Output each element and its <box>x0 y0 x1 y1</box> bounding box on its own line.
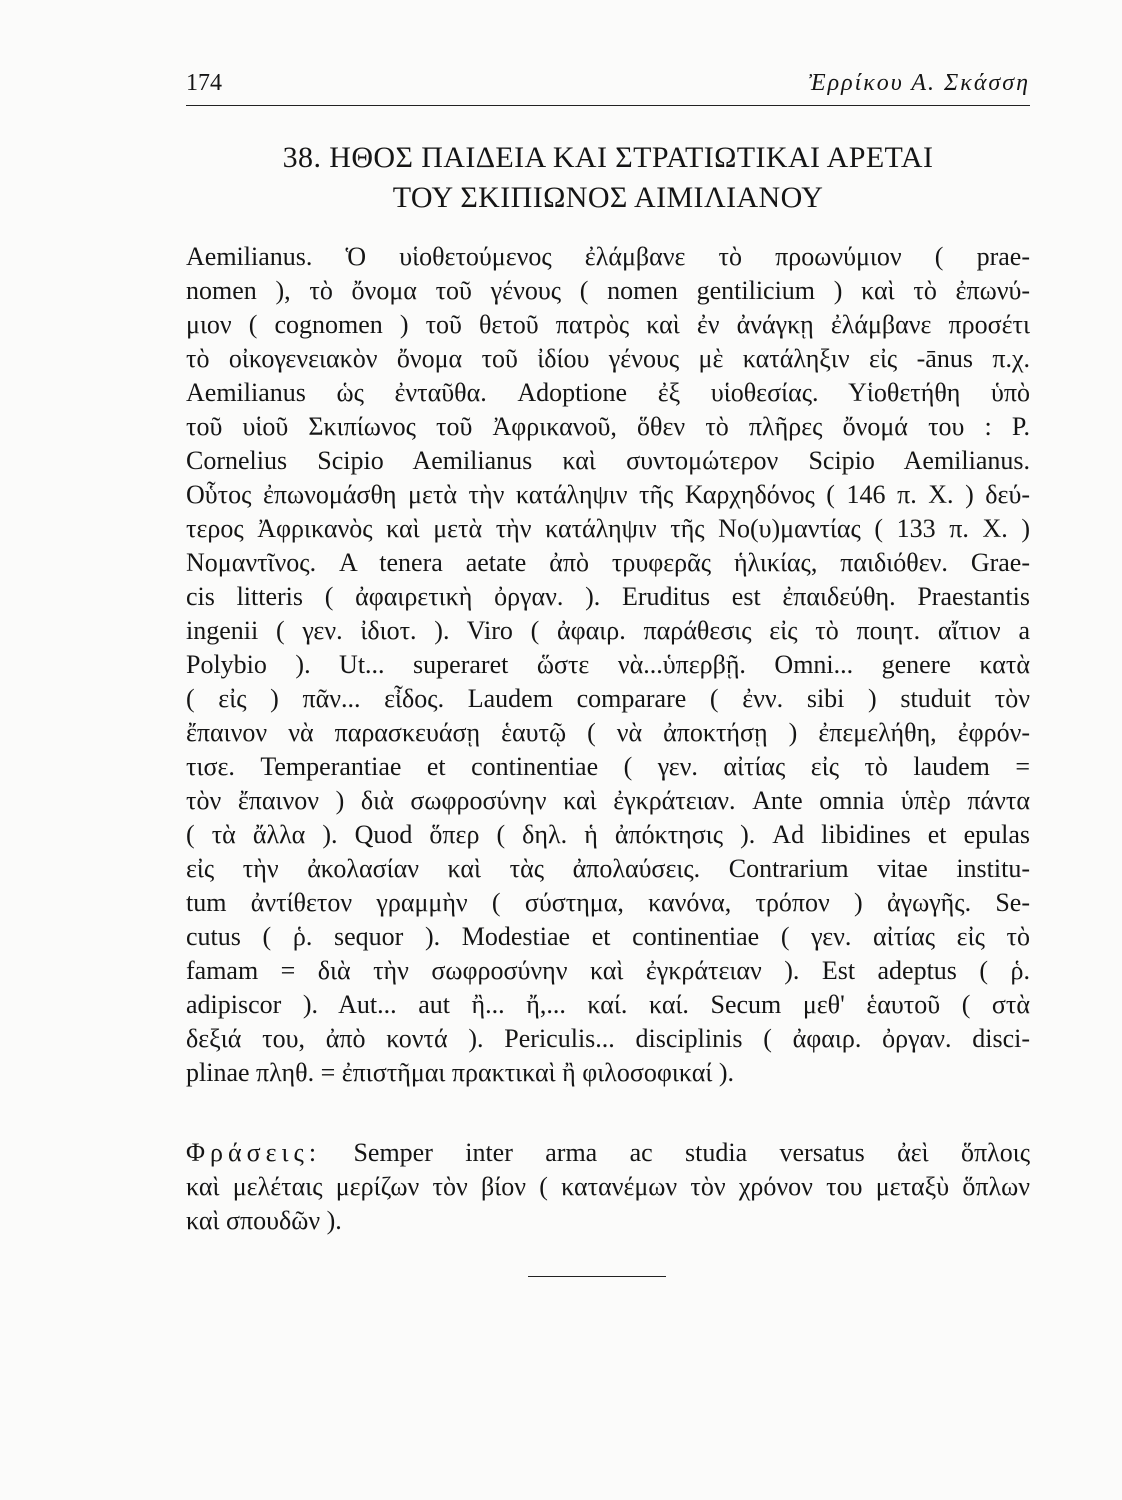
commentary-paragraph <box>186 240 1030 1090</box>
text-line: τὸν ἔπαινον ) διὰ σωφροσύνην καὶ ἐγκράτειαν. Ante omnia ὑπὲρ πάντα <box>186 786 1030 815</box>
text-line: Aemilianus ὡς ἐνταῦθα. Adoptione ἐξ υἱοθεσίας. Υἱοθετήθη ὑπὸ <box>186 378 1030 407</box>
text-line: plinae πληθ. = ἐπιστῆμαι πρακτικαὶ ἢ φιλοσοφικαί ). <box>186 1058 735 1087</box>
text-line: cis litteris ( ἀφαιρετικὴ ὀργαν. ). Eruditus est ἐπαιδεύθη. Praestantis <box>186 582 1030 611</box>
text-line: ingenii ( γεν. ἰδιοτ. ). Viro ( ἀφαιρ. παράθεσις εἰς τὸ ποιητ. αἴτιον a <box>186 616 1030 645</box>
chapter-title <box>186 138 1030 218</box>
running-head-author: Ἐρρίκου Α. Σκάσση <box>808 70 1030 96</box>
text-line: ἔπαινον νὰ παρασκευάσῃ ἑαυτῷ ( νὰ ἀποκτήσῃ ) ἐπεμελήθη, ἐφρόν- <box>186 718 1030 747</box>
text-line: cutus ( ῥ. sequor ). Modestiae et continentiae ( γεν. αἰτίας εἰς τὸ <box>186 922 1030 951</box>
text-line: Οὗτος ἐπωνομάσθη μετὰ τὴν κατάληψιν τῆς Καρχηδόνος ( 146 π. Χ. ) δεύ- <box>186 480 1030 509</box>
chapter-title-line-1: 38. ΗΘΟΣ ΠΑΙΔΕΙΑ ΚΑΙ ΣΤΡΑΤΙΩΤΙΚΑΙ ΑΡΕΤΑΙ <box>282 141 934 174</box>
text-line: Aemilianus. Ὁ υἱοθετούμενος ἐλάμβανε τὸ προωνύμιον ( prae- <box>186 242 1030 271</box>
text-line: Cornelius Scipio Aemilianus καὶ συντομώτερον Scipio Aemilianus. <box>186 446 1030 475</box>
text-line: famam = διὰ τὴν σωφροσύνην καὶ ἐγκράτειαν ). Est adeptus ( ῥ. <box>186 956 1030 985</box>
text-line: εἰς τὴν ἀκολασίαν καὶ τὰς ἀπολαύσεις. Contrarium vitae institu- <box>186 854 1030 883</box>
phrases-text: Semper inter arma ac studia versatus ἀεὶ ὅπλοις <box>353 1138 1030 1167</box>
text-line: καὶ μελέταις μερίζων τὸν βίον ( κατανέμων τὸν χρόνον του μεταξὺ ὅπλων <box>186 1172 1030 1201</box>
page-number: 174 <box>186 70 222 96</box>
text-line: ( τὰ ἄλλα ). Quod ὅπερ ( δηλ. ἡ ἀπόκτησις ). Ad libidines et epulas <box>186 820 1030 849</box>
text-line: τοῦ υἱοῦ Σκιπίωνος τοῦ Ἀφρικανοῦ, ὅθεν τὸ πλῆρες ὄνομά του : P. <box>186 412 1030 441</box>
text-line: Νομαντῖνος. A tenera aetate ἀπὸ τρυφερᾶς ἡλικίας, παιδιόθεν. Grae- <box>186 548 1030 577</box>
text-line: ( εἰς ) πᾶν... εἶδος. Laudem comparare ( ἐνν. sibi ) studuit τὸν <box>186 684 1030 713</box>
text-line: Polybio ). Ut... superaret ὥστε νὰ...ὑπερβῇ. Omni... genere κατὰ <box>186 650 1030 679</box>
text-line: nomen ), τὸ ὄνομα τοῦ γένους ( nomen gentilicium ) καὶ τὸ ἐπωνύ- <box>186 276 1030 305</box>
chapter-title-line-2: ΤΟΥ ΣΚΙΠΙΩΝΟΣ ΑΙΜΙΛΙΑΝΟΥ <box>392 181 824 214</box>
text-line: δεξιά του, ἀπὸ κοντά ). Periculis... disciplinis ( ἀφαιρ. ὀργαν. disci- <box>186 1024 1030 1053</box>
phrases-label: Φράσεις: <box>186 1138 322 1167</box>
phrases-paragraph <box>186 1136 1030 1238</box>
section-end-rule <box>528 1276 666 1277</box>
text-line: τὸ οἰκογενειακὸν ὄνομα τοῦ ἰδίου γένους μὲ κατάληξιν εἰς -ānus π.χ. <box>186 344 1030 373</box>
text-line: τισε. Temperantiae et continentiae ( γεν. αἰτίας εἰς τὸ laudem = <box>186 752 1030 781</box>
header-rule <box>186 105 1030 106</box>
text-line: adipiscor ). Aut... aut ἢ... ἤ,... καί. καί. Secum μεθ' ἑαυτοῦ ( στὰ <box>186 990 1030 1019</box>
text-line: τερος Ἀφρικανὸς καὶ μετὰ τὴν κατάληψιν τῆς Νο(υ)μαντίας ( 133 π. Χ. ) <box>186 514 1030 543</box>
text-line: καὶ σπουδῶν ). <box>186 1206 342 1235</box>
text-line <box>186 1136 1030 1170</box>
text-line: μιον ( cognomen ) τοῦ θετοῦ πατρὸς καὶ ἐν ἀνάγκῃ ἐλάμβανε προσέτι <box>186 310 1030 339</box>
text-line: tum ἀντίθετον γραμμὴν ( σύστημα, κανόνα, τρόπον ) ἀγωγῆς. Se- <box>186 888 1030 917</box>
